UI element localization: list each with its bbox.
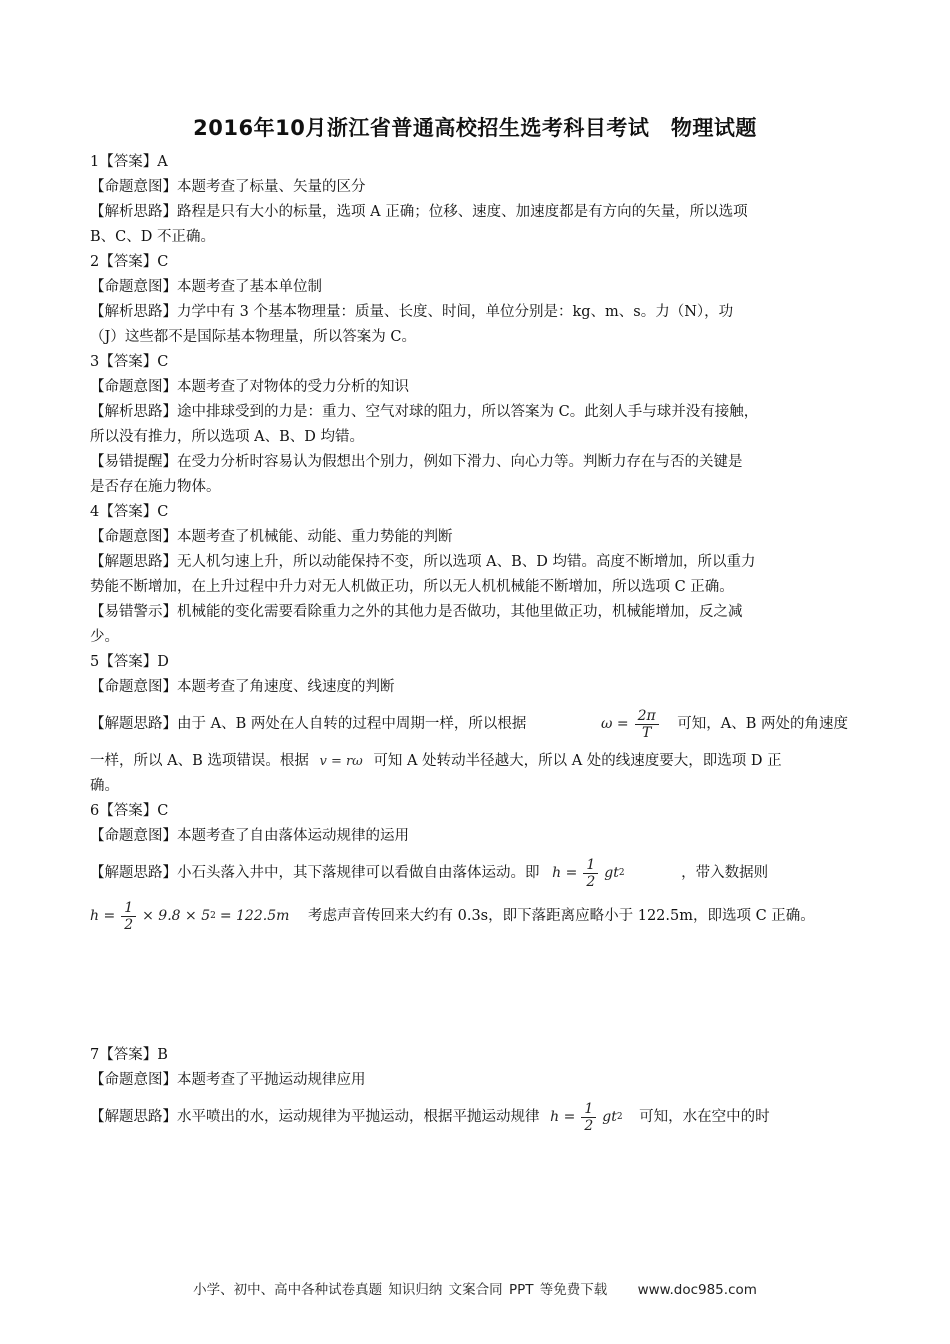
calc-rhs: × 9.8 × 5	[142, 908, 211, 924]
projectile-numerator: 1	[581, 1101, 596, 1118]
q2-analysis-line2: （J）这些都不是国际基本物理量，所以答案为 C。	[90, 329, 417, 345]
calc-lhs: h =	[90, 908, 116, 924]
free-fall-lhs: h =	[552, 865, 578, 881]
footer-text: 小学、初中、高中各种试卷真题 知识归纳 文案合同 PPT 等免费下载	[193, 1282, 608, 1298]
q7-intent: 【命题意图】本题考查了平抛运动规律应用	[90, 1072, 366, 1088]
blank-space	[90, 933, 862, 1043]
q5-analysis-text-c: 一样，所以 A、B 选项错误。根据	[90, 753, 309, 769]
q2-answer: 2【答案】C	[90, 254, 169, 270]
q5-analysis-text-a: 【解题思路】由于 A、B 两处在人自转的过程中周期一样，所以根据	[90, 716, 527, 732]
q6-analysis-text-c: 考虑声音传回来大约有 0.3s，即下落距离应略小于 122.5m，即选项 C 正确。	[308, 908, 815, 924]
free-fall-rhs: gt	[604, 865, 619, 881]
q4-analysis-line2: 势能不断增加，在上升过程中升力对无人机做正功，所以无人机机械能不断增加，所以选项 C 正确。	[90, 579, 734, 595]
calc-fraction	[121, 900, 136, 933]
calc-formula	[90, 900, 289, 933]
q7-analysis-text-a: 【解题思路】水平喷出的水，运动规律为平抛运动，根据平抛运动规律	[90, 1109, 540, 1125]
q4-analysis-line1: 【解题思路】无人机匀速上升，所以动能保持不变，所以选项 A、B、D 均错。高度不断增加，所以重力	[90, 554, 756, 570]
projectile-exponent: 2	[616, 1112, 623, 1122]
q5-answer: 5【答案】D	[90, 654, 169, 670]
projectile-lhs: h =	[550, 1109, 576, 1125]
q4-tip-line1: 【易错警示】机械能的变化需要看除重力之外的其他力是否做功，其他里做正功，机械能增加，反之减	[90, 604, 743, 620]
q3-intent: 【命题意图】本题考查了对物体的受力分析的知识	[90, 379, 409, 395]
page-footer	[0, 1278, 950, 1298]
projectile-fraction	[581, 1101, 596, 1134]
q3-tip-line2: 是否存在施力物体。	[90, 479, 221, 495]
projectile-rhs: gt	[602, 1109, 617, 1125]
q3-analysis-line2: 所以没有推力，所以选项 A、B、D 均错。	[90, 429, 364, 445]
omega-formula	[601, 708, 665, 741]
q4-intent: 【命题意图】本题考查了机械能、动能、重力势能的判断	[90, 529, 453, 545]
velocity-formula: v = rω	[319, 754, 363, 769]
projectile-formula	[550, 1101, 622, 1134]
free-fall-fraction	[583, 857, 598, 890]
q1-answer: 1【答案】A	[90, 154, 168, 170]
q3-analysis-line1: 【解析思路】途中排球受到的力是：重力、空气对球的阻力，所以答案为 C。此刻人手与球并没有接触，	[90, 404, 759, 420]
q7-analysis-line1	[90, 1101, 862, 1134]
q4-answer: 4【答案】C	[90, 504, 169, 520]
q6-analysis-text-a: 【解题思路】小石头落入井中，其下落规律可以看做自由落体运动。即	[90, 865, 540, 881]
q2-analysis-line1: 【解析思路】力学中有 3 个基本物理量：质量、长度、时间，单位分别是：kg、m、s。力（N），功	[90, 304, 734, 320]
page-title: 2016年10月浙江省普通高校招生选考科目考试 物理试题	[193, 116, 757, 140]
free-fall-exponent: 2	[618, 868, 625, 878]
q6-intent: 【命题意图】本题考查了自由落体运动规律的运用	[90, 828, 409, 844]
calc-numerator: 1	[121, 900, 136, 917]
q5-analysis-text-b: 可知，A、B 两处的角速度	[677, 716, 849, 732]
calc-exponent: 2	[210, 911, 216, 921]
q5-analysis-text-d: 可知 A 处转动半径越大，所以 A 处的线速度要大，即选项 D 正	[373, 753, 782, 769]
calc-denominator: 2	[124, 917, 134, 933]
q6-analysis-line1	[90, 857, 862, 890]
q7-answer: 7【答案】B	[90, 1047, 168, 1063]
q7-analysis-text-b: 可知，水在空中的时	[639, 1109, 770, 1125]
free-fall-numerator: 1	[583, 857, 598, 874]
answer-content	[90, 150, 862, 1134]
free-fall-formula	[552, 857, 624, 890]
footer-url-link[interactable]: www.doc985.com	[637, 1282, 757, 1298]
q5-intent: 【命题意图】本题考查了角速度、线速度的判断	[90, 679, 395, 695]
omega-numerator: 2π	[635, 708, 659, 725]
q4-tip-line2: 少。	[90, 629, 119, 645]
q5-analysis-line3: 确。	[90, 778, 119, 794]
omega-denominator: T	[641, 725, 652, 741]
q5-analysis-line1	[90, 708, 862, 741]
projectile-denominator: 2	[584, 1118, 594, 1134]
q1-intent: 【命题意图】本题考查了标量、矢量的区分	[90, 179, 366, 195]
q3-answer: 3【答案】C	[90, 354, 169, 370]
calc-result: = 122.5m	[219, 908, 290, 924]
q5-analysis-line2	[90, 749, 862, 774]
q3-tip-line1: 【易错提醒】在受力分析时容易认为假想出个别力，例如下滑力、向心力等。判断力存在与否的关键是	[90, 454, 743, 470]
q1-analysis-line1: 【解析思路】路程是只有大小的标量，选项 A 正确；位移、速度、加速度都是有方向的矢量，所以选项	[90, 204, 748, 220]
q2-intent: 【命题意图】本题考查了基本单位制	[90, 279, 322, 295]
q6-analysis-line2	[90, 900, 862, 933]
q6-analysis-text-b: ，带入数据则	[681, 865, 769, 881]
free-fall-denominator: 2	[586, 874, 596, 890]
omega-fraction	[635, 708, 659, 741]
q6-answer: 6【答案】C	[90, 803, 169, 819]
omega-formula-lhs: ω =	[600, 716, 629, 732]
q1-analysis-line2: B、C、D 不正确。	[90, 229, 215, 245]
